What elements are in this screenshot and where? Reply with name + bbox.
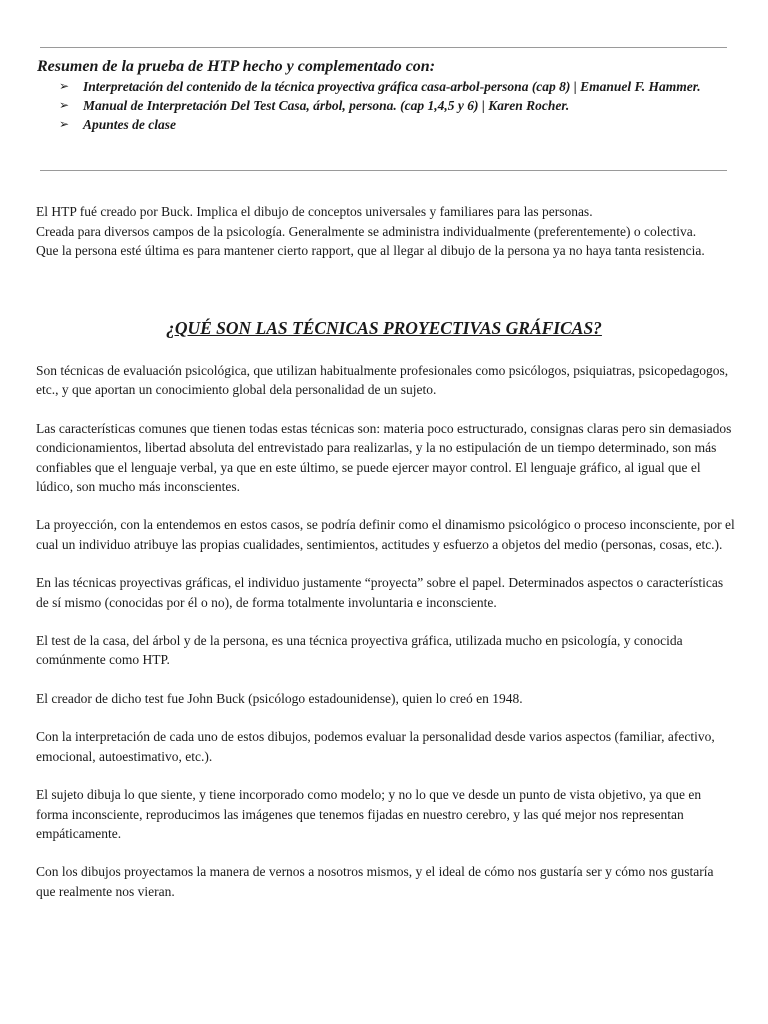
intro-line: El HTP fué creado por Buck. Implica el dibujo de conceptos universales y familiares para las personas. (36, 204, 593, 219)
paragraph: Con los dibujos proyectamos la manera de vernos a nosotros mismos, y el ideal de cómo nos gustaría ser y cómo nos gustaría que realmente nos vieran. (36, 864, 714, 899)
intro-line: Creada para diversos campos de la psicología. Generalmente se administra individualmente (preferentemente) o colectiva. (36, 223, 697, 239)
source-text: Interpretación del contenido de la técnica proyectiva gráfica casa-arbol-persona (cap 8) | Emanuel F. Hammer. (83, 79, 701, 94)
section-heading: ¿QUÉ SON LAS TÉCNICAS PROYECTIVAS GRÁFICAS? (166, 318, 602, 338)
arrow-bullet-icon: ➢ (59, 98, 70, 112)
paragraph: Las características comunes que tienen todas estas técnicas son: materia poco estructurado, consignas claras pero sin demasiados condicionamientos, libertad absoluta del entrevistado para realizarlas, y la no estipulación de un tiempo determinado, son más confiables que el lenguaje verbal, ya que en este último, se puede ejercer mayor control. El lenguaje gráfico, al igual que el lúdico, son mucho más inconscientes. (36, 420, 732, 495)
arrow-bullet-icon: ➢ (59, 79, 70, 93)
arrow-bullet-icon: ➢ (59, 117, 70, 131)
paragraph: La proyección, con la entendemos en estos casos, se podría definir como el dinamismo psicológico o proceso inconsciente, por el cual un individuo atribuye las propias cualidades, sentimientos, actitudes y esfuerzo a objetos del medio (personas, cosas, etc.). (36, 517, 735, 552)
intro-block (36, 202, 736, 261)
intro-line: Que la persona esté última es para mantener cierto rapport, que al llegar al dibujo de la persona ya no haya tanta resistencia. (36, 243, 705, 258)
summary-header (37, 57, 737, 134)
source-text: Manual de Interpretación Del Test Casa, árbol, persona. (cap 1,4,5 y 6) | Karen Rocher. (83, 98, 570, 113)
source-list (37, 77, 737, 134)
body-text (36, 361, 736, 920)
summary-title: Resumen de la prueba de HTP hecho y complementado con: (37, 58, 436, 75)
paragraph: Con la interpretación de cada uno de estos dibujos, podemos evaluar la personalidad desde varios aspectos (familiar, afectivo, emocional, autoestimativo, etc.). (36, 729, 715, 764)
source-item-rocher (37, 96, 737, 115)
top-divider (40, 47, 727, 48)
source-item-apuntes (37, 115, 737, 134)
source-item-hammer (37, 77, 737, 96)
paragraph: Son técnicas de evaluación psicológica, que utilizan habitualmente profesionales como psicólogos, psiquiatras, psicopedagogos, etc., y que aportan un conocimiento global dela personalidad de un sujeto. (36, 363, 729, 398)
paragraph: El sujeto dibuja lo que siente, y tiene incorporado como modelo; y no lo que ve desde un punto de vista objetivo, ya que en forma inconsciente, reproducimos las imágenes que tenemos fijadas en nuestro cerebro, y las qué mejor nos representan empáticamente. (36, 787, 702, 841)
bottom-divider (40, 170, 727, 171)
source-text: Apuntes de clase (83, 117, 176, 132)
paragraph: El test de la casa, del árbol y de la persona, es una técnica proyectiva gráfica, utilizada mucho en psicología, y conocida comúnmente como HTP. (36, 633, 683, 668)
paragraph: En las técnicas proyectivas gráficas, el individuo justamente “proyecta” sobre el papel. Determinados aspectos o características de sí mismo (conocidas por él o no), de forma totalmente involuntaria e inconsciente. (36, 575, 724, 610)
paragraph: El creador de dicho test fue John Buck (psicólogo estadounidense), quien lo creó en 1948. (36, 690, 523, 706)
